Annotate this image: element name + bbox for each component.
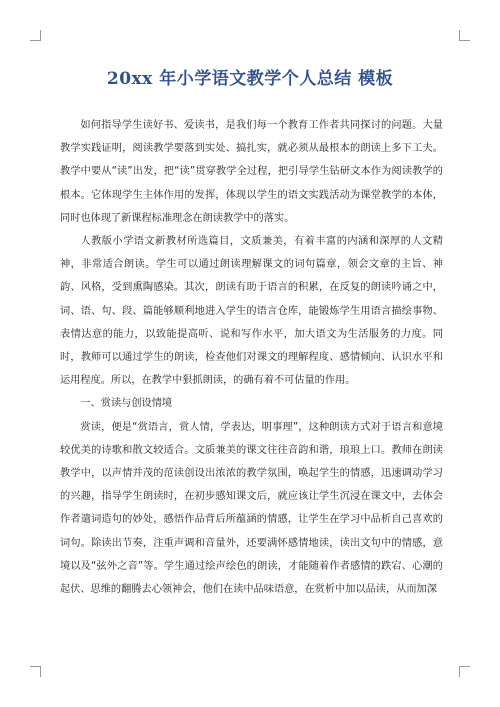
document-title: 20xx 年小学语文教学个人总结 模板 xyxy=(106,69,394,89)
crop-mark-top-right xyxy=(459,30,470,41)
paragraph-intro: 如何指导学生读好书、爱读书，是我们每一个教育工作者共同探讨的问题。大量教学实践证明，阅读教学要落到实处、搞扎实，就必须从最根本的朗读上多下工夫。教学中要从“读”出发，把“读”贯穿教学全过程，把引导学生钻研文本作为阅读教学的根本。它体现学生主体作用的发挥，体现以学生的语文实践活动为课堂教学的本体，同时也体现了新课程标准理念在朗读教学中的落实。 xyxy=(60,120,443,224)
paragraph-textbook: 人教版小学语文新教材所选篇目，文质兼美，有着丰富的内涵和深厚的人文精神，非常适合朗读。学生可以通过朗读理解课文的词句篇章，领会文章的主旨、神韵、风格，受到熏陶感染。其次，朗读有助于语言的积累，在反复的朗读吟诵之中，词、语、句、段、篇能够顺利地进入学生的语言仓库，能锻炼学生用语言描绘事物、表情达意的能力，以致能提高听、说和写作水平，加大语文为生活服务的力度。同时，教师可以通过学生的朗读，检查他们对课文的理解程度、感情倾向、认识水平和运用程度。所以，在教学中狠抓朗读，的确有着不可估量的作用。 xyxy=(60,236,443,387)
paragraph-appreciation: 赏读，便是“赏语言，赏人情，学表达，明事理”，这种朗读方式对于语言和意境较优美的诗歌和散文较适合。文质兼美的课文往往音韵和谐，琅琅上口。教师在朗读教学中，以声情并茂的范读创设出浓浓的教学氛围，唤起学生的情感，迅速调动学习的兴趣，指导学生朗读时，在初步感知课文后，就应该让学生沉浸在课文中，去体会作者遣词造句的妙处，感悟作品背后所蕴涵的情感，让学生在学习中品析自己喜欢的词句。除读出节奏，注重声调和音量外，还要满怀感情地读，读出文句中的情感，意境以及“弦外之音”等。学生通过绘声绘色的朗读，才能随着作者感情的跌宕、心潮的起伏、思维的翻腾去心领神会，他们在读中品味语意，在赏析中加以品读，从而加深 xyxy=(60,421,443,596)
document-body xyxy=(60,114,443,601)
crop-mark-bottom-right xyxy=(459,666,470,677)
section-heading: 一、赏读与创设情境 xyxy=(80,398,173,410)
crop-mark-bottom-left xyxy=(30,666,41,677)
crop-mark-top-left xyxy=(30,30,41,41)
